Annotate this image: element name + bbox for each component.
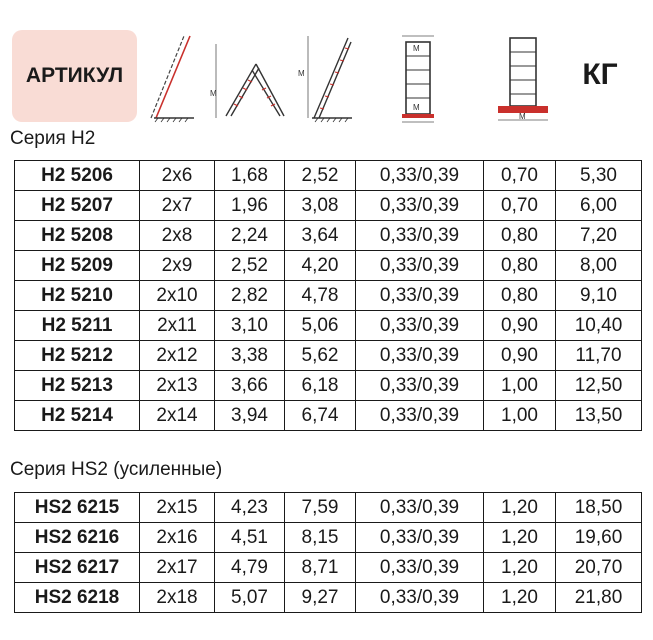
section-cell: 0,33/0,39 xyxy=(356,251,484,281)
article-cell: H2 5206 xyxy=(15,161,140,191)
weight-cell: 6,00 xyxy=(556,191,642,221)
height-cell: 3,64 xyxy=(285,221,356,251)
height-cell: 7,59 xyxy=(285,493,356,523)
width-cell: 1,20 xyxy=(484,523,556,553)
length-cell: 3,10 xyxy=(215,311,285,341)
width-cell: 1,00 xyxy=(484,371,556,401)
length-cell: 1,96 xyxy=(215,191,285,221)
height-cell: 8,71 xyxy=(285,553,356,583)
weight-cell: 11,70 xyxy=(556,341,642,371)
section-cell: 0,33/0,39 xyxy=(356,523,484,553)
height-cell: 9,27 xyxy=(285,583,356,613)
width-cell: 0,90 xyxy=(484,341,556,371)
weight-cell: 12,50 xyxy=(556,371,642,401)
width-cell: 1,20 xyxy=(484,583,556,613)
series-title-h2: Серия H2 xyxy=(10,128,96,149)
length-cell: 4,51 xyxy=(215,523,285,553)
article-cell: H2 5211 xyxy=(15,311,140,341)
height-cell: 6,74 xyxy=(285,401,356,431)
section-cell: 0,33/0,39 xyxy=(356,191,484,221)
height-cell: 5,06 xyxy=(285,311,356,341)
table-row xyxy=(15,311,642,341)
platform-width-icon xyxy=(490,30,556,125)
article-cell: H2 5209 xyxy=(15,251,140,281)
length-cell: 4,23 xyxy=(215,493,285,523)
section-cell: 0,33/0,39 xyxy=(356,371,484,401)
table-row xyxy=(15,371,642,401)
dimension-marker: M xyxy=(298,69,305,78)
steps-cell: 2x15 xyxy=(140,493,215,523)
weight-cell: 7,20 xyxy=(556,221,642,251)
width-cell: 1,20 xyxy=(484,493,556,523)
ladder-extended-height-icon xyxy=(296,30,356,125)
section-cell: 0,33/0,39 xyxy=(356,281,484,311)
dimension-marker: M xyxy=(413,103,420,112)
weight-cell: 20,70 xyxy=(556,553,642,583)
steps-cell: 2x18 xyxy=(140,583,215,613)
height-cell: 2,52 xyxy=(285,161,356,191)
steps-cell: 2x9 xyxy=(140,251,215,281)
height-cell: 5,62 xyxy=(285,341,356,371)
weight-cell: 19,60 xyxy=(556,523,642,553)
table-row xyxy=(15,341,642,371)
steps-cell: 2x12 xyxy=(140,341,215,371)
height-cell: 8,15 xyxy=(285,523,356,553)
length-cell: 4,79 xyxy=(215,553,285,583)
weight-cell: 21,80 xyxy=(556,583,642,613)
length-cell: 2,24 xyxy=(215,221,285,251)
width-cell: 0,70 xyxy=(484,191,556,221)
ladder-length-icon xyxy=(148,30,198,125)
section-cell: 0,33/0,39 xyxy=(356,341,484,371)
dimension-marker: M xyxy=(519,112,526,121)
article-cell: HS2 6218 xyxy=(15,583,140,613)
height-cell: 3,08 xyxy=(285,191,356,221)
width-cell: 0,80 xyxy=(484,281,556,311)
section-cell: 0,33/0,39 xyxy=(356,161,484,191)
series-title-hs2: Серия HS2 (усиленные) xyxy=(10,459,223,480)
article-cell: H2 5212 xyxy=(15,341,140,371)
weight-cell: 8,00 xyxy=(556,251,642,281)
height-cell: 4,20 xyxy=(285,251,356,281)
table-row xyxy=(15,493,642,523)
table-row xyxy=(15,281,642,311)
transport-dimensions-icon xyxy=(398,30,438,125)
table-row xyxy=(15,161,642,191)
section-cell: 0,33/0,39 xyxy=(356,401,484,431)
steps-cell: 2x6 xyxy=(140,161,215,191)
height-cell: 4,78 xyxy=(285,281,356,311)
steps-cell: 2x14 xyxy=(140,401,215,431)
steps-cell: 2x7 xyxy=(140,191,215,221)
steps-cell: 2x8 xyxy=(140,221,215,251)
section-cell: 0,33/0,39 xyxy=(356,221,484,251)
table-header xyxy=(0,0,653,130)
article-cell: H2 5210 xyxy=(15,281,140,311)
specs-table-hs2 xyxy=(14,492,642,613)
length-cell: 5,07 xyxy=(215,583,285,613)
width-cell: 0,70 xyxy=(484,161,556,191)
table-row xyxy=(15,401,642,431)
table-row xyxy=(15,523,642,553)
weight-cell: 9,10 xyxy=(556,281,642,311)
article-label: АРТИКУЛ xyxy=(25,64,124,87)
article-cell: HS2 6215 xyxy=(15,493,140,523)
section-cell: 0,33/0,39 xyxy=(356,311,484,341)
height-cell: 6,18 xyxy=(285,371,356,401)
length-cell: 3,94 xyxy=(215,401,285,431)
width-cell: 0,90 xyxy=(484,311,556,341)
table-row xyxy=(15,583,642,613)
width-cell: 1,20 xyxy=(484,553,556,583)
steps-cell: 2x13 xyxy=(140,371,215,401)
width-cell: 1,00 xyxy=(484,401,556,431)
table-row xyxy=(15,251,642,281)
section-cell: 0,33/0,39 xyxy=(356,583,484,613)
weight-cell: 13,50 xyxy=(556,401,642,431)
dimension-marker: M xyxy=(210,89,217,98)
weight-label: КГ xyxy=(582,58,618,91)
weight-cell: 5,30 xyxy=(556,161,642,191)
section-cell: 0,33/0,39 xyxy=(356,493,484,523)
article-cell: H2 5214 xyxy=(15,401,140,431)
steps-cell: 2x11 xyxy=(140,311,215,341)
length-cell: 3,38 xyxy=(215,341,285,371)
length-cell: 2,82 xyxy=(215,281,285,311)
length-cell: 3,66 xyxy=(215,371,285,401)
article-cell: HS2 6217 xyxy=(15,553,140,583)
table-row xyxy=(15,553,642,583)
steps-cell: 2x16 xyxy=(140,523,215,553)
length-cell: 1,68 xyxy=(215,161,285,191)
table-row xyxy=(15,191,642,221)
article-cell: H2 5213 xyxy=(15,371,140,401)
specs-table-h2 xyxy=(14,160,642,431)
steps-cell: 2x17 xyxy=(140,553,215,583)
length-cell: 2,52 xyxy=(215,251,285,281)
section-cell: 0,33/0,39 xyxy=(356,553,484,583)
weight-cell: 18,50 xyxy=(556,493,642,523)
table-row xyxy=(15,221,642,251)
ladder-a-frame-height-icon xyxy=(204,30,288,125)
article-cell: HS2 6216 xyxy=(15,523,140,553)
steps-cell: 2x10 xyxy=(140,281,215,311)
width-cell: 0,80 xyxy=(484,221,556,251)
weight-cell: 10,40 xyxy=(556,311,642,341)
article-label-box xyxy=(12,30,137,122)
article-cell: H2 5208 xyxy=(15,221,140,251)
width-cell: 0,80 xyxy=(484,251,556,281)
article-cell: H2 5207 xyxy=(15,191,140,221)
dimension-marker: M xyxy=(413,44,420,53)
